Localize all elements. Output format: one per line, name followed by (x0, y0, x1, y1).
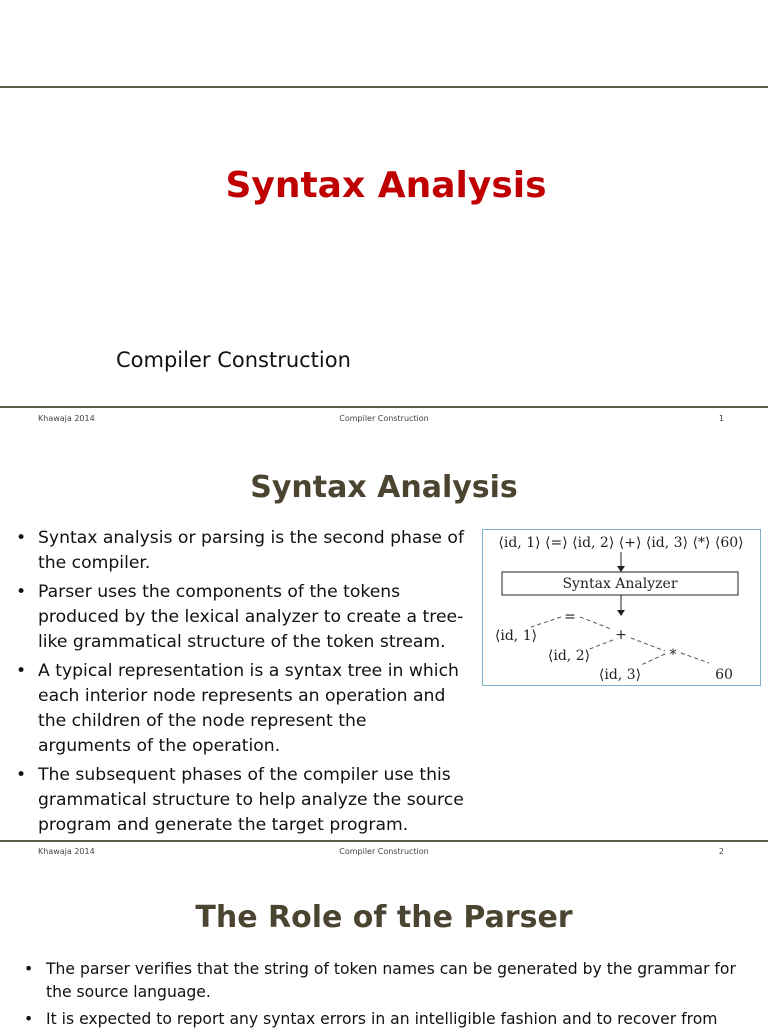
arrow-head (617, 610, 625, 616)
slide-3 (0, 870, 768, 1028)
tree-edge (641, 654, 665, 665)
times-node: * (669, 647, 677, 663)
bullet-item: • Syntax analysis or parsing is the second phase of the compiler. (16, 526, 464, 576)
bullet-list (16, 526, 464, 842)
footer-rule (0, 406, 768, 408)
slide-title: Syntax Analysis (225, 165, 547, 206)
slide-footer (0, 847, 768, 861)
id1-node: ⟨id, 1⟩ (494, 628, 538, 644)
footer-author: Khawaja 2014 (38, 414, 95, 423)
id2-node: ⟨id, 2⟩ (547, 648, 591, 664)
tree-edge (531, 617, 561, 627)
syntax-tree-diagram (482, 529, 761, 686)
arrow-head (617, 566, 625, 572)
syntax-analyzer-label: Syntax Analyzer (562, 576, 678, 592)
footer-course: Compiler Construction (339, 414, 429, 423)
footer-page-number: 1 (718, 414, 724, 423)
slide-footer (0, 414, 768, 428)
footer-author: Khawaja 2014 (38, 847, 95, 856)
bullet-item: • The subsequent phases of the compiler use this grammatical structure to help analyze the source program and generate the target program. (16, 763, 464, 838)
sixty-node: 60 (715, 667, 733, 683)
id3-node: ⟨id, 3⟩ (598, 667, 642, 683)
slide-title: Syntax Analysis (250, 470, 518, 505)
tree-edge (681, 653, 709, 663)
footer-rule (0, 840, 768, 842)
bullet-item: • The parser verifies that the string of token names can be generated by the grammar for the source language. (24, 958, 744, 1004)
bullet-item: • It is expected to report any syntax errors in an intelligible fashion and to recover from (24, 1008, 744, 1031)
assign-node: = (564, 609, 576, 625)
syntax-tree-svg (483, 530, 760, 685)
tree-edge (580, 617, 611, 629)
tree-edge (631, 638, 665, 651)
slide-1 (0, 0, 768, 440)
slide-2 (0, 440, 768, 870)
plus-node: + (615, 627, 627, 643)
token-stream: ⟨id, 1⟩ ⟨=⟩ ⟨id, 2⟩ ⟨+⟩ ⟨id, 3⟩ ⟨*⟩ ⟨60⟩ (498, 535, 744, 551)
top-rule (0, 86, 768, 88)
tree-edge (587, 640, 613, 650)
footer-page-number: 2 (718, 847, 724, 856)
bullet-item: • Parser uses the components of the tokens produced by the lexical analyzer to create a tree-like grammatical structure of the token stream. (16, 580, 464, 655)
slide-subtitle: Compiler Construction (116, 348, 351, 372)
slide-title: The Role of the Parser (195, 900, 573, 935)
footer-course: Compiler Construction (339, 847, 429, 856)
bullet-list (24, 958, 744, 1035)
bullet-item: • A typical representation is a syntax tree in which each interior node represents an operation and the children of the node represent the arguments of the operation. (16, 659, 464, 759)
